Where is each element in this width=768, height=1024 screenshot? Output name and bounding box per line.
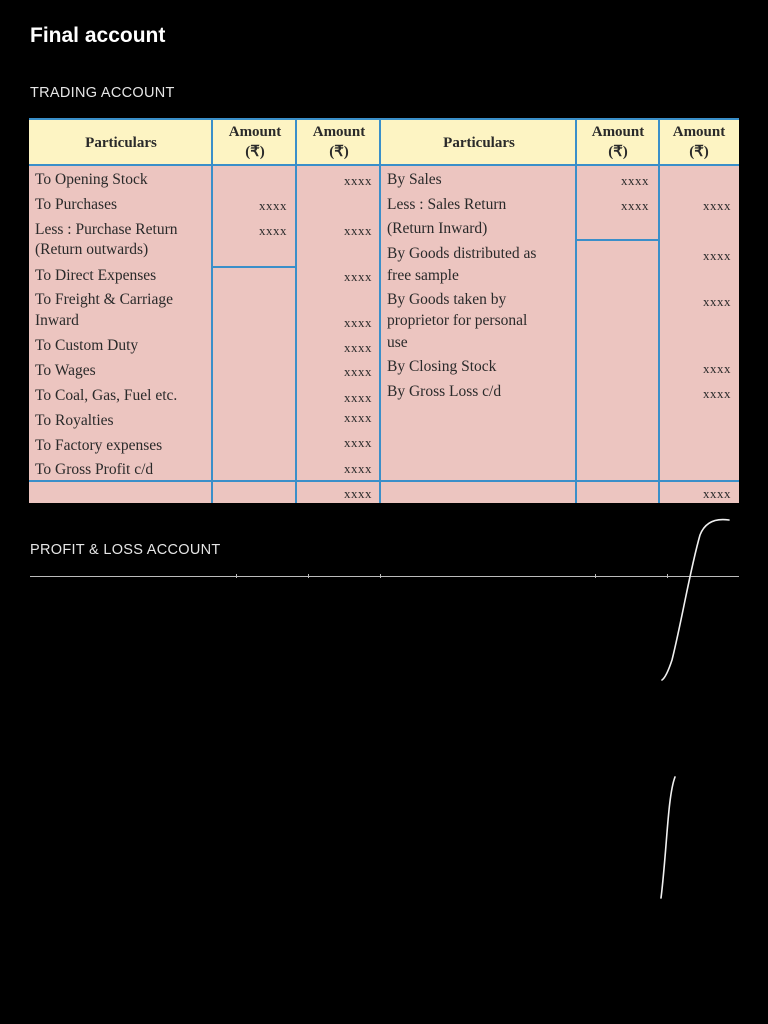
header-amount-2-unit: (₹) xyxy=(329,144,349,160)
credit-particular: By Sales xyxy=(387,171,442,188)
header-amount-4-label: Amount xyxy=(672,124,726,140)
credit-particular: free sample xyxy=(387,267,459,284)
debit-particular: To Wages xyxy=(35,362,96,379)
debit-total: xxxx xyxy=(344,486,372,501)
pen-stroke xyxy=(662,520,729,680)
header-amount-1-label: Amount xyxy=(228,124,282,140)
debit-particular: To Direct Expenses xyxy=(35,267,157,284)
debit-inner-amount: xxxx xyxy=(259,198,287,213)
debit-particular: To Factory expenses xyxy=(35,437,163,454)
pen-stroke xyxy=(661,777,675,898)
header-particulars-right: Particulars xyxy=(443,135,515,151)
debit-particular: Inward xyxy=(35,312,79,329)
credit-particular: By Goods distributed as xyxy=(387,245,537,262)
debit-outer-amount: xxxx xyxy=(344,390,372,405)
debit-particular: To Opening Stock xyxy=(35,171,148,188)
header-amount-1-unit: (₹) xyxy=(245,144,265,160)
debit-particular: To Freight & Carriage xyxy=(35,291,173,308)
header-particulars-left: Particulars xyxy=(85,135,157,151)
debit-outer-amount: xxxx xyxy=(344,315,372,330)
credit-particular: Less : Sales Return xyxy=(387,196,507,213)
credit-particular: By Gross Loss c/d xyxy=(387,383,502,400)
debit-particular: Less : Purchase Return xyxy=(35,221,178,238)
header-amount-3-label: Amount xyxy=(591,124,645,140)
credit-particular: By Closing Stock xyxy=(387,358,497,375)
credit-outer-amount: xxxx xyxy=(703,386,731,401)
credit-particular: use xyxy=(387,334,408,351)
credit-outer-amount: xxxx xyxy=(703,248,731,263)
debit-outer-amount: xxxx xyxy=(344,173,372,188)
credit-particular: By Goods taken by xyxy=(387,291,507,308)
debit-outer-amount: xxxx xyxy=(344,364,372,379)
credit-outer-amount: xxxx xyxy=(703,198,731,213)
credit-particular: proprietor for personal xyxy=(387,312,528,329)
debit-outer-amount: xxxx xyxy=(344,435,372,450)
page-title: Final account xyxy=(30,24,166,47)
debit-outer-amount: xxxx xyxy=(344,269,372,284)
header-amount-4-unit: (₹) xyxy=(689,144,709,160)
credit-outer-amount: xxxx xyxy=(703,294,731,309)
debit-particular: To Royalties xyxy=(35,412,114,429)
header-amount-2-label: Amount xyxy=(312,124,366,140)
trading-account-label: TRADING ACCOUNT xyxy=(30,85,175,101)
debit-inner-amount: xxxx xyxy=(259,223,287,238)
debit-outer-amount: xxxx xyxy=(344,461,372,476)
credit-total: xxxx xyxy=(703,486,731,501)
debit-outer-amount: xxxx xyxy=(344,410,372,425)
debit-particular: To Gross Profit c/d xyxy=(35,461,154,478)
debit-particular: To Coal, Gas, Fuel etc. xyxy=(35,387,178,404)
debit-particular: To Purchases xyxy=(35,196,117,213)
credit-inner-amount: xxxx xyxy=(621,198,649,213)
debit-particular: (Return outwards) xyxy=(35,241,149,258)
profit-loss-account-label: PROFIT & LOSS ACCOUNT xyxy=(30,542,221,558)
header-amount-3-unit: (₹) xyxy=(608,144,628,160)
credit-particular: (Return Inward) xyxy=(387,220,488,237)
debit-particular: To Custom Duty xyxy=(35,337,139,354)
debit-outer-amount: xxxx xyxy=(344,223,372,238)
credit-inner-amount: xxxx xyxy=(621,173,649,188)
debit-outer-amount: xxxx xyxy=(344,340,372,355)
credit-outer-amount: xxxx xyxy=(703,361,731,376)
